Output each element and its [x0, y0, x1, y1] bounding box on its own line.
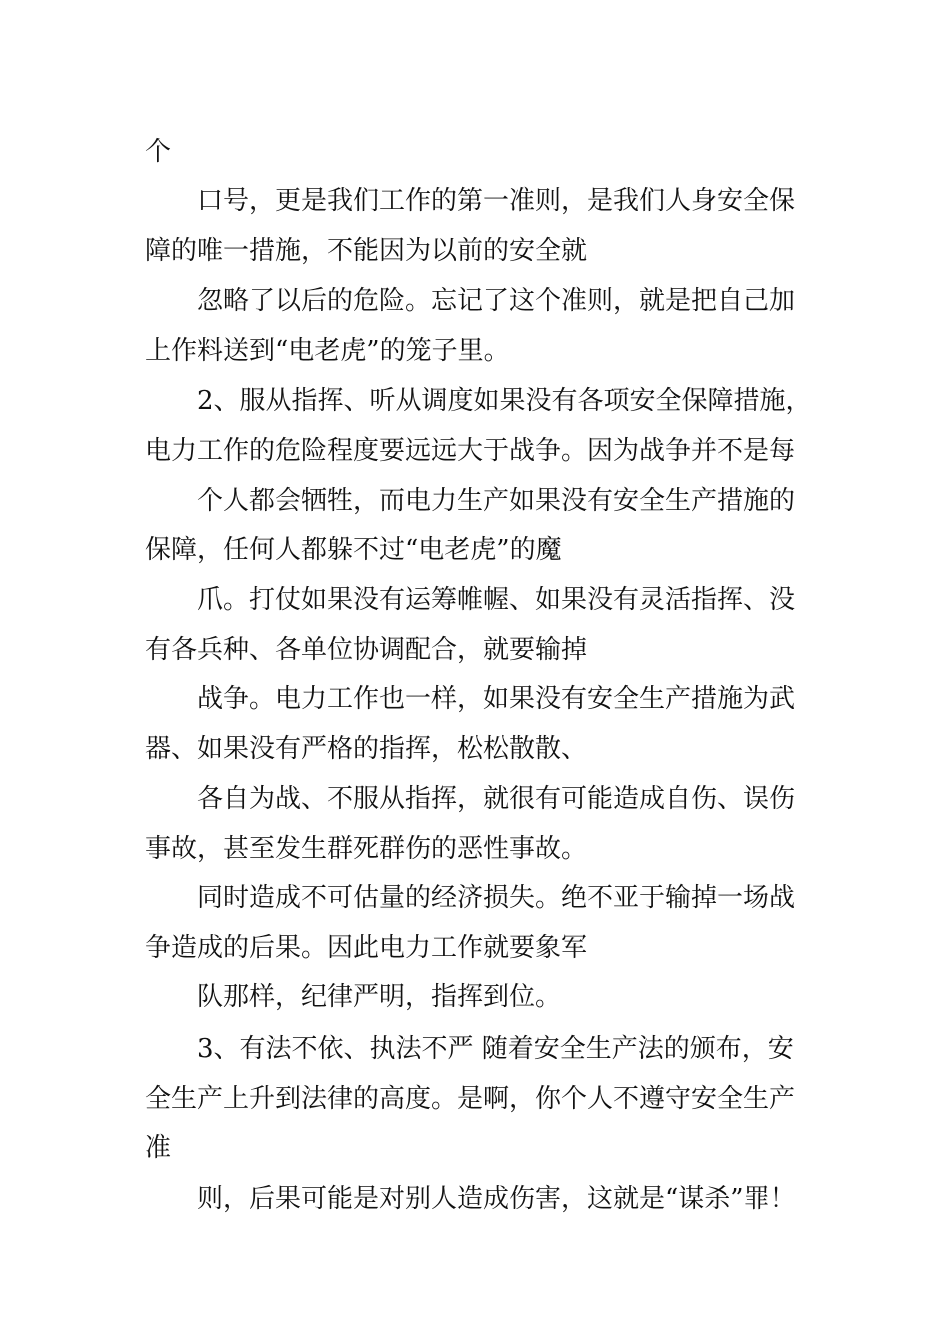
text-line: 忽略了以后的危险。忘记了这个准则，就是把自己加: [197, 286, 796, 316]
text-line: 个: [145, 137, 172, 167]
text-line: 战争。电力工作也一样，如果没有安全生产措施为武: [197, 684, 796, 714]
text-line: 保障，任何人都躲不过“电老虎”的魔: [145, 535, 562, 565]
text-line: 同时造成不可估量的经济损失。绝不亚于输掉一场战: [197, 883, 796, 913]
text-line: 3、有法不依、执法不严 随着安全生产法的颁布，安: [197, 1034, 794, 1064]
text-line: 有各兵种、各单位协调配合，就要输掉: [145, 635, 588, 665]
text-line: 器、如果没有严格的指挥，松松散散、: [145, 734, 588, 764]
text-line: 口号，更是我们工作的第一准则，是我们人身安全保: [197, 186, 796, 216]
text-line: 电力工作的危险程度要远远大于战争。因为战争并不是每: [145, 436, 796, 466]
text-line: 障的唯一措施，不能因为以前的安全就: [145, 236, 588, 266]
text-line: 个人都会牺牲，而电力生产如果没有安全生产措施的: [197, 486, 796, 516]
text-line: 2、服从指挥、听从调度如果没有各项安全保障措施，: [197, 386, 812, 416]
text-line: 事故，甚至发生群死群伤的恶性事故。: [145, 834, 588, 864]
text-line: 争造成的后果。因此电力工作就要象军: [145, 933, 588, 963]
text-line: 准: [145, 1133, 172, 1163]
text-line: 上作料送到“电老虎”的笼子里。: [145, 336, 510, 366]
text-line: 各自为战、不服从指挥，就很有可能造成自伤、误伤: [197, 784, 796, 814]
text-line: 全生产上升到法律的高度。是啊，你个人不遵守安全生产: [145, 1084, 796, 1114]
text-line: 爪。打仗如果没有运筹帷幄、如果没有灵活指挥、没: [197, 585, 796, 615]
text-line: 则，后果可能是对别人造成伤害，这就是“谋杀”罪！: [197, 1184, 796, 1214]
text-line: 队那样，纪律严明，指挥到位。: [197, 982, 562, 1012]
